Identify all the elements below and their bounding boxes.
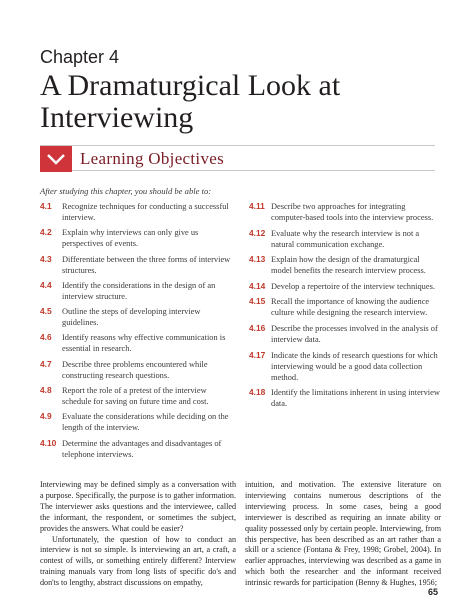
objective-number: 4.13 bbox=[249, 254, 266, 265]
objective-number: 4.9 bbox=[40, 411, 52, 422]
chapter-title: A Dramaturgical Look at Interviewing bbox=[40, 69, 341, 134]
objective-text: Identify reasons why effective communication is essential in research. bbox=[62, 333, 226, 354]
objective-text: Describe three problems encountered while constructing research questions. bbox=[62, 359, 208, 380]
heading-rule bbox=[72, 170, 435, 171]
learning-objectives-heading: Learning Objectives bbox=[80, 149, 225, 168]
objective-item bbox=[40, 227, 235, 249]
objective-text: Recognize techniques for conducting a successful interview. bbox=[62, 202, 229, 222]
objective-text: Indicate the kinds of research questions for which interviewing would be a good data collection method. bbox=[271, 350, 438, 382]
objective-number: 4.17 bbox=[249, 349, 266, 360]
objective-number: 4.5 bbox=[40, 306, 52, 317]
objective-item bbox=[40, 411, 235, 433]
objective-text: Recall the importance of knowing the audience culture while designing the research interview. bbox=[271, 297, 430, 318]
objective-item bbox=[249, 323, 441, 345]
objective-text: Explain how the design of the dramaturgical model benefits the research interview process. bbox=[271, 255, 426, 276]
objective-text: Evaluate why the research interview is not a natural communication exchange. bbox=[271, 228, 420, 249]
objective-item bbox=[40, 385, 235, 407]
objective-item bbox=[40, 332, 235, 354]
body-paragraph: intuition, and motivation. The extensive literature on interviewing contains numerous descriptions of the interviewing process. In some cases, being a good interviewer is described as requiring an innate ability or quality possessed only by certain people. Interviewing, from this perspective, has been described as an art rather than a skill or a science (Fontana & Frey, 1998; Grobel, 2004). In earlier approaches, interviewing was described as a game in which both the researcher and the informant received intrinsic rewards for participation (Benny & Hughes, 1956; bbox=[245, 480, 441, 588]
objective-text: Describe the processes involved in the analysis of interview data. bbox=[271, 323, 438, 344]
objective-item bbox=[40, 280, 235, 302]
objectives-right-column bbox=[249, 201, 441, 414]
chevron-down-icon bbox=[40, 146, 72, 172]
objective-number: 4.1 bbox=[40, 201, 52, 211]
page-number: 65 bbox=[427, 587, 438, 597]
body-text-right-column bbox=[245, 480, 441, 589]
objectives-left-column bbox=[40, 201, 235, 464]
objective-text: Explain why interviews can only give us perspectives of events. bbox=[62, 228, 199, 249]
objective-text: Differentiate between the three forms of interview structures. bbox=[62, 254, 231, 275]
objective-number: 4.18 bbox=[249, 387, 266, 398]
objective-item bbox=[249, 254, 441, 276]
objective-item bbox=[249, 201, 441, 223]
objective-text: Identify the limitations inherent in using interview data. bbox=[271, 388, 440, 409]
objective-text: Determine the advantages and disadvantages of telephone interviews. bbox=[62, 438, 222, 459]
objective-text: Evaluate the considerations while deciding on the length of the interview. bbox=[62, 412, 229, 433]
objective-number: 4.4 bbox=[40, 279, 52, 290]
objective-item bbox=[40, 201, 235, 223]
body-text-left-column bbox=[40, 480, 236, 589]
objective-text: Identify the considerations in the design of an interview structure. bbox=[62, 280, 216, 301]
objective-number: 4.15 bbox=[249, 296, 266, 307]
objective-text: Outline the steps of developing interview guidelines. bbox=[62, 307, 201, 328]
objective-number: 4.16 bbox=[249, 322, 266, 333]
objective-number: 4.7 bbox=[40, 358, 52, 369]
objective-text: Report the role of a pretest of the interview schedule for saving on future time and cost. bbox=[62, 386, 209, 407]
objective-item bbox=[40, 359, 235, 381]
chapter-label: Chapter 4 bbox=[40, 47, 120, 67]
objectives-intro: After studying this chapter, you should be able to: bbox=[40, 186, 212, 196]
objective-item bbox=[249, 387, 441, 409]
objective-text: Describe two approaches for integrating computer-based tools into the interview process. bbox=[271, 202, 434, 222]
objective-number: 4.10 bbox=[40, 437, 57, 448]
learning-objectives-banner bbox=[40, 145, 435, 171]
objective-item bbox=[40, 438, 235, 460]
objective-number: 4.11 bbox=[249, 201, 265, 211]
objective-number: 4.6 bbox=[40, 332, 52, 343]
objective-item bbox=[40, 254, 235, 276]
objective-number: 4.14 bbox=[249, 280, 266, 291]
objective-item bbox=[249, 350, 441, 383]
objective-item bbox=[249, 228, 441, 250]
objective-number: 4.12 bbox=[249, 227, 266, 238]
objective-item bbox=[249, 281, 441, 292]
objective-item bbox=[40, 306, 235, 328]
objective-item bbox=[249, 296, 441, 318]
objective-number: 4.3 bbox=[40, 253, 52, 264]
objective-number: 4.8 bbox=[40, 385, 52, 396]
objective-number: 4.2 bbox=[40, 227, 52, 238]
body-paragraph: Interviewing may be defined simply as a conversation with a purpose. Specifically, the purpose is to gather information. The interviewer asks questions and the interviewee, called the informant, the respondent, or sometimes the subject, provides the answers. What could be easier? bbox=[40, 480, 236, 533]
objective-text: Develop a repertoire of the interview techniques. bbox=[271, 281, 435, 291]
body-paragraph: Unfortunately, the question of how to conduct an interview is not so simple. Is interviewing an art, a craft, a contest of wills, or something entirely different? Interview training manuals vary from long lists of specific do's and don'ts to lengthy, abstract discussions on empathy, bbox=[40, 534, 236, 588]
